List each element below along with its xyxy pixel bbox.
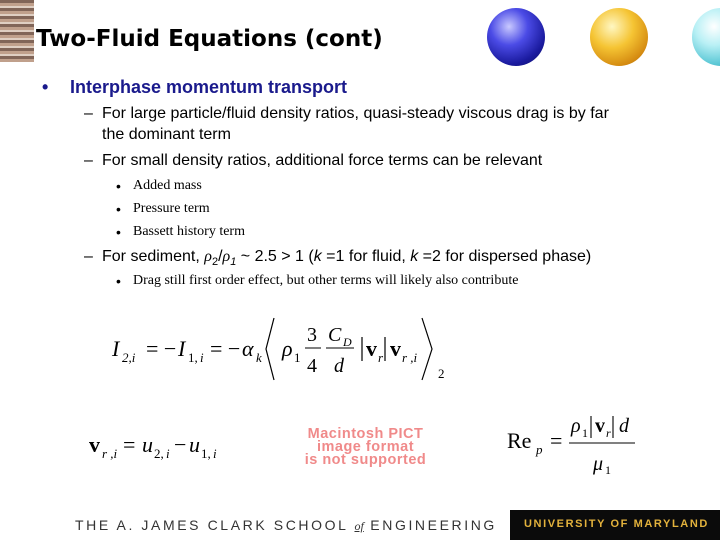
pict-line: is not supported [304,452,427,468]
rho-symbol: ρ [222,248,231,265]
k-symbol: k [410,248,419,265]
sediment-ratio-text: ~ 2.5 > 1 ( [236,248,314,265]
dash-marker: – [84,248,93,265]
item-large-density-cont: the dominant term [102,126,231,143]
svg-text:1: 1 [294,350,301,365]
svg-text:i: i [166,446,170,461]
svg-text:r: r [606,426,611,440]
svg-text:ρ: ρ [282,336,293,361]
rho-subscript-2: 2 [211,256,219,269]
pict-line: Macintosh PICT [307,426,424,442]
footer-school-a: THE A. JAMES CLARK SCHOOL [75,517,355,533]
svg-text:r ,i: r ,i [102,446,118,461]
svg-text:v: v [595,415,605,437]
svg-text:α: α [242,336,254,361]
bullet-marker: • [42,77,49,97]
svg-text:2: 2 [438,366,445,381]
sub-item-drag: Drag still first order effect, but other terms will likely also contribute [133,273,519,288]
footer-school-b: ENGINEERING [363,517,497,533]
svg-text:v: v [366,336,377,361]
svg-text:D: D [343,335,352,349]
sediment-prefix: For sediment, [102,248,205,265]
svg-text:1,: 1, [188,350,198,365]
dash-marker: – [84,152,93,169]
svg-text:i: i [213,446,217,461]
svg-text:I: I [112,336,120,361]
corner-decoration [0,0,34,62]
svg-text:1: 1 [605,463,611,477]
sub-bullet-marker: • [116,201,121,217]
svg-text:=: = [550,428,563,453]
svg-text:v: v [89,432,100,457]
svg-text:r ,i: r ,i [402,350,418,365]
svg-text:r: r [378,350,384,365]
drag-force-equation [100,308,480,390]
item-sediment [102,248,591,268]
slide-title: Two-Fluid Equations (cont) [36,26,383,52]
sediment-phase-text: =2 for dispersed phase) [418,248,592,265]
sub-bullet-marker: • [116,224,121,240]
sub-item-pressure: Pressure term [133,201,210,216]
svg-text:−: − [174,432,187,457]
sediment-fluid-text: =1 for fluid, [321,248,411,265]
footer-university-name: UNIVERSITY OF MARYLAND [524,518,709,530]
svg-text:2,: 2, [154,446,164,461]
svg-text:C: C [328,324,342,346]
svg-text:u: u [189,432,200,457]
pict-placeholder [258,428,473,467]
item-small-density: For small density ratios, additional force terms can be relevant [102,152,543,169]
rho-symbol: ρ [204,248,212,265]
footer-school-of: of [354,519,364,533]
cyan-sphere-decoration [692,8,720,66]
k-symbol: k [313,248,322,265]
sub-bullet-marker: • [116,178,121,194]
svg-text:3: 3 [307,324,317,346]
dash-marker: – [84,105,93,122]
svg-text:p: p [536,442,543,457]
svg-text:1,: 1, [201,446,211,461]
svg-text:k: k [256,350,262,365]
svg-text:i: i [200,350,204,365]
svg-text:= −: = − [210,336,241,361]
rho-subscript-1: 1 [230,256,237,269]
footer-school-name [75,517,497,534]
sub-bullet-marker: • [116,273,121,289]
sub-item-bassett: Bassett history term [133,224,245,239]
svg-text:ρ: ρ [571,415,581,437]
yellow-sphere-decoration [590,8,648,66]
sub-item-added-mass: Added mass [133,178,202,193]
reynolds-number-equation [505,408,655,478]
svg-text:Re: Re [507,428,532,453]
svg-text:μ: μ [593,453,604,475]
svg-text:v: v [390,336,401,361]
bullet-interphase: Interphase momentum transport [70,77,348,97]
svg-text:d: d [334,355,344,377]
item-large-density: For large particle/fluid density ratios, quasi-steady viscous drag is by far [102,105,609,122]
svg-text:I: I [178,336,186,361]
ratio-slash: / [218,248,223,265]
svg-text:= −: = − [146,336,177,361]
svg-text:1: 1 [582,426,588,440]
blue-sphere-decoration [487,8,545,66]
pict-line: image format [316,439,415,455]
svg-text:u: u [142,432,153,457]
svg-text:2,i: 2,i [122,350,136,365]
svg-text:4: 4 [307,355,317,377]
relative-velocity-equation [85,425,245,467]
svg-text:d: d [619,415,629,437]
svg-text:=: = [123,432,136,457]
